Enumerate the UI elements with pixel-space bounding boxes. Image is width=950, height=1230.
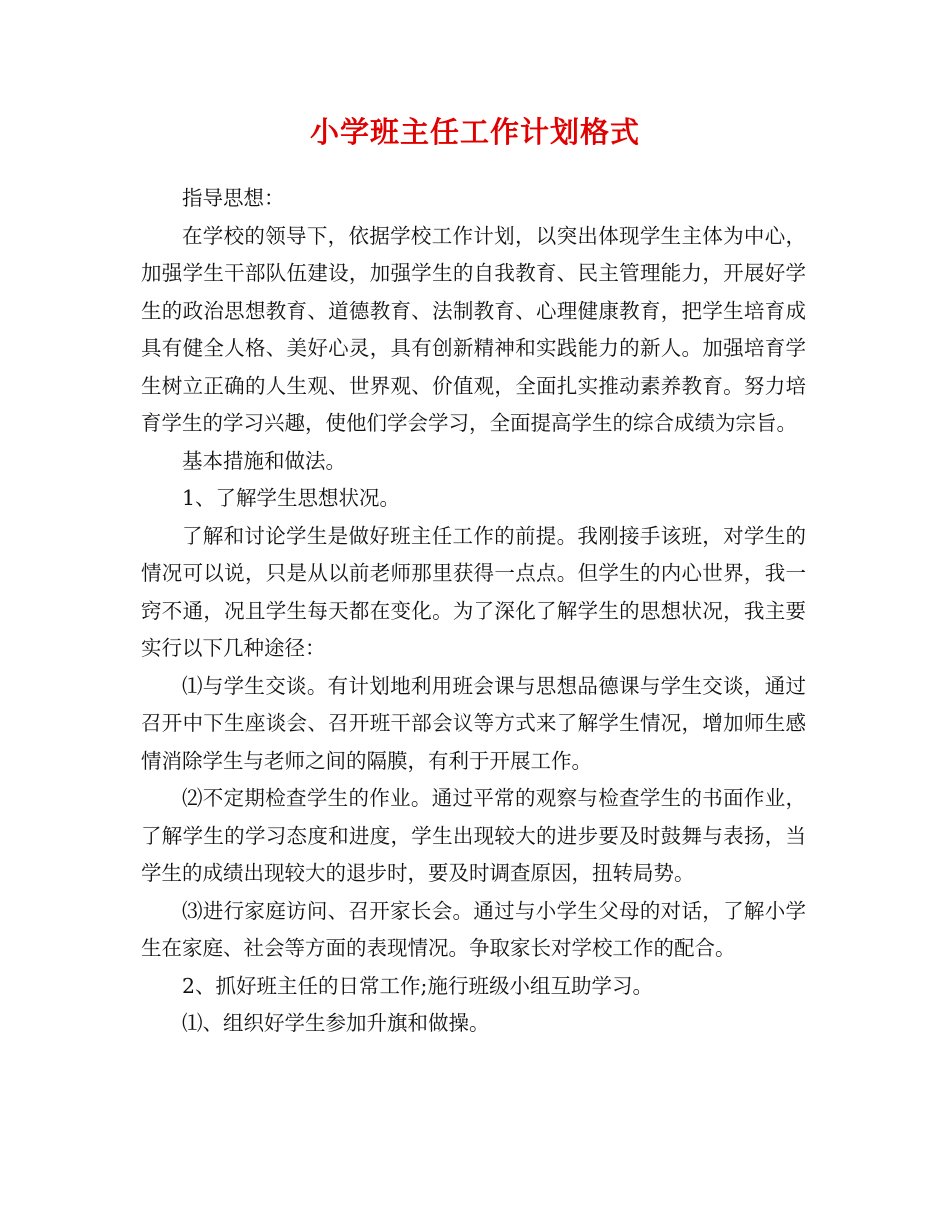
paragraph-section-2-heading: 2、抓好班主任的日常工作;施行班级小组互助学习。 — [182, 973, 653, 998]
document-title: 小学班主任工作计划格式 — [309, 115, 640, 149]
paragraph-guiding-ideology: 在学校的领导下，依据学校工作计划，以突出体现学生主体为中心，加强学生干部队伍建设，加强学生的自我教育、民主管理能力，开展好学生的政治思想教育、道德教育、法制教育、心理健康教育，把学生培育成具有健全人格、美好心灵，具有创新精神和实践能力的新人。加强培育学生树立正确的人生观、世界观、价值观，全面扎实推动素养教育。努力培育学生的学习兴趣，使他们学会学习，全面提高学生的综合成绩为宗旨。 — [141, 223, 806, 435]
paragraph-guiding-ideology-heading: 指导思想： — [182, 186, 285, 210]
paragraph-basic-measures-heading: 基本措施和做法。 — [182, 448, 346, 473]
paragraph-item-1: ⑴与学生交谈。有计划地利用班会课与思想品德课与学生交谈，通过召开中下生座谈会、召开班干部会议等方式来了解学生情况，增加师生感情消除学生与老师之间的隔膜，有利于开展工作。 — [141, 673, 806, 773]
document-body — [141, 180, 806, 1043]
paragraph-section-1-body: 了解和讨论学生是做好班主任工作的前提。我刚接手该班，对学生的情况可以说，只是从以前老师那里获得一点点。但学生的内心世界，我一窍不通，况且学生每天都在变化。为了深化了解学生的思想状况，我主要实行以下几种途径： — [141, 523, 806, 660]
paragraph-section-2-item-1: ⑴、组织好学生参加升旗和做操。 — [182, 1011, 490, 1035]
paragraph-item-3: ⑶进行家庭访问、召开家长会。通过与小学生父母的对话，了解小学生在家庭、社会等方面的表现情况。争取家长对学校工作的配合。 — [141, 898, 806, 960]
paragraph-section-1-heading: 1、了解学生思想状况。 — [182, 486, 401, 510]
paragraph-item-2: ⑵不定期检查学生的作业。通过平常的观察与检查学生的书面作业，了解学生的学习态度和进度，学生出现较大的进步要及时鼓舞与表扬，当学生的成绩出现较大的退步时，要及时调查原因，扭转局势。 — [141, 786, 806, 885]
